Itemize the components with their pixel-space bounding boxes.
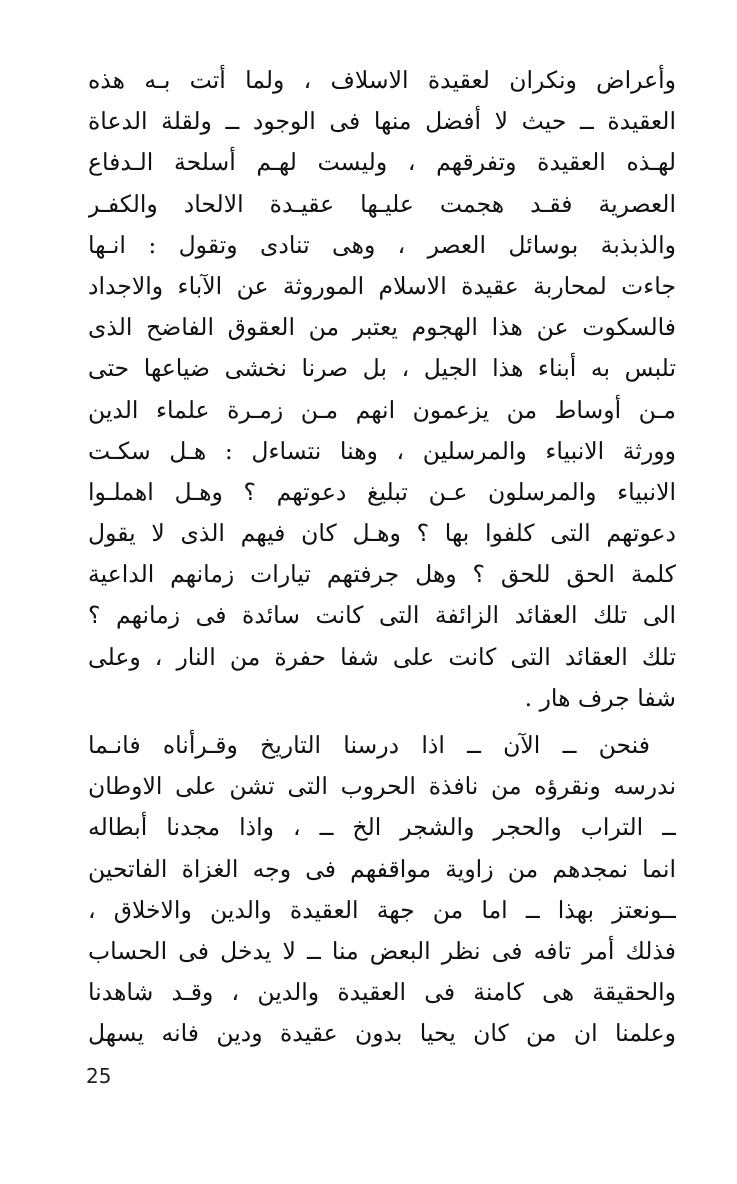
text-line: ندرسه ونقرؤه من نافذة الحروب التى تشن على الاوطان xyxy=(88,772,676,801)
paragraph-2 xyxy=(88,725,676,1055)
text-line: ــ التراب والحجر والشجر الخ ــ ، واذا مجدنا أبطاله xyxy=(88,813,676,842)
text-line: الانبياء والمرسلون عـن تبليغ دعوتهم ؟ وهـل اهملـوا xyxy=(88,477,676,506)
text-line: العصرية فقـد هجمت عليـها عقيـدة الالحاد والكفـر xyxy=(88,189,676,218)
text-line: فالسكوت عن هذا الهجوم يعتبر من العقوق الفاضح الذى xyxy=(88,313,676,342)
text-line: تلك العقائد التى كانت على شفا حفرة من النار ، وعلى xyxy=(88,642,676,671)
text-line: مـن أوساط من يزعمون انهم مـن زمـرة علماء الدين xyxy=(88,395,676,424)
text-line: الى تلك العقائد الزائفة التى كانت سائدة فى زمانهم ؟ xyxy=(88,601,676,630)
text-line: فذلك أمر تافه فى نظر البعض منا ــ لا يدخل فى الحساب xyxy=(88,936,676,965)
text-line: انما نمجدهم من زاوية مواقفهم فى وجه الغزاة الفاتحين xyxy=(88,854,676,883)
text-line: ــونعتز بهذا ــ اما من جهة العقيدة والدين والاخلاق ، xyxy=(88,895,676,924)
paragraph-1 xyxy=(88,60,676,719)
text-line: والذبذبة بوسائل العصر ، وهى تنادى وتقول : انـها xyxy=(88,230,676,259)
text-line: تلبس به أبناء هذا الجيل ، بل صرنا نخشى ضياعها حتى xyxy=(88,354,676,383)
text-line: والحقيقة هى كامنة فى العقيدة والدين ، وقـد شاهدنا xyxy=(88,978,676,1007)
text-line: وعلمنا ان من كان يحيا بدون عقيدة ودين فانه يسهل xyxy=(88,1019,676,1048)
text-line: وورثة الانبياء والمرسلين ، وهنا نتساءل : هـل سكـت xyxy=(88,436,676,465)
page-number: 25 xyxy=(86,1064,112,1088)
text-line: شفا جرف هار . xyxy=(524,683,676,712)
text-line: دعوتهم التى كلفوا بها ؟ وهـل كان فيهم الذى لا يقول xyxy=(88,519,676,548)
text-line: كلمة الحق للحق ؟ وهل جرفتهم تيارات زمانهم الداعية xyxy=(88,560,676,589)
text-line: لهـذه العقيدة وتفرقهم ، وليست لهـم أسلحة الـدفاع xyxy=(88,148,676,177)
text-line: العقيدة ــ حيث لا أفضل منها فى الوجود ــ ولقلة الدعاة xyxy=(88,107,676,136)
text-line: فنحن ــ الآن ــ اذا درسنا التاريخ وقـرأناه فانـما xyxy=(88,731,650,759)
text-line: جاءت لمحاربة عقيدة الاسلام الموروثة عن الآباء والاجداد xyxy=(88,271,676,300)
text-line: وأعراض ونكران لعقيدة الاسلاف ، ولما أتت بـه هذه xyxy=(88,66,676,94)
